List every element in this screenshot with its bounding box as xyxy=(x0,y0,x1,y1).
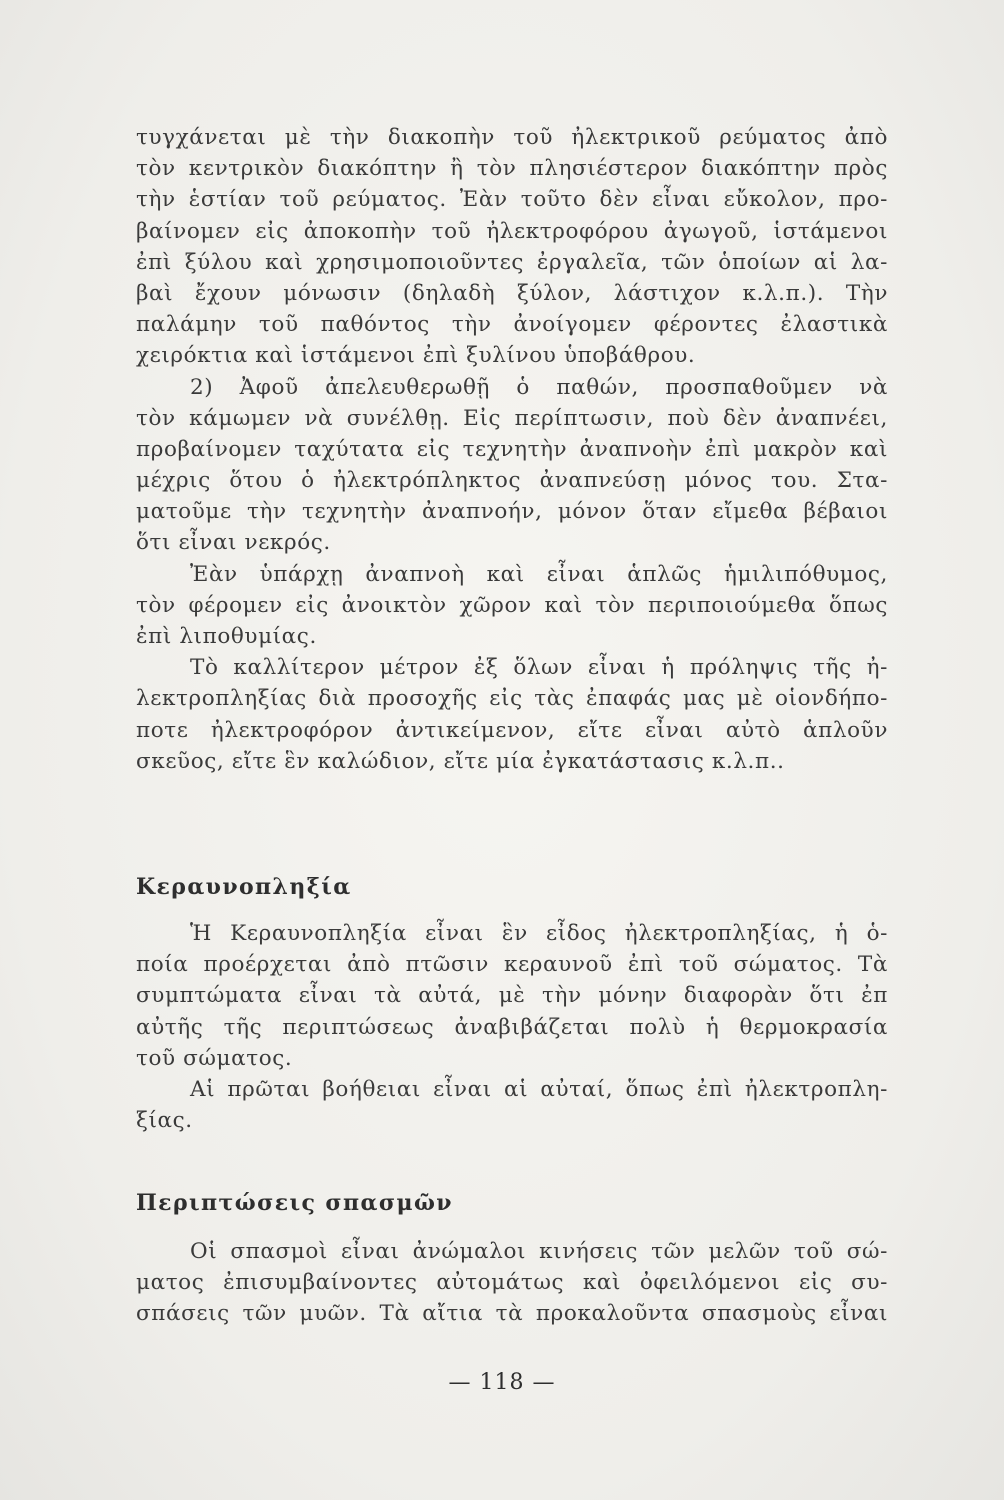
section-heading-spasmoi: Περιπτώσεις σπασμῶν xyxy=(136,1190,453,1216)
text-line: Ἡ Κεραυνοπληξία εἶναι ἓν εἶδος ἠλεκτροπληξίας, ἡ ὁ- xyxy=(190,921,888,946)
text-line: μέχρις ὅτου ὁ ἠλεκτρόπληκτος ἀναπνεύσῃ μόνος του. Στα- xyxy=(136,468,888,494)
text-line: τὸν κάμωμεν νὰ συνέλθῃ. Εἰς περίπτωσιν, ποὺ δὲν ἀναπνέει, xyxy=(136,405,888,431)
text-line: Τὸ καλλίτερον μέτρον ἐξ ὅλων εἶναι ἡ πρόληψις τῆς ἠ- xyxy=(190,655,888,681)
text-line: τὴν ἑστίαν τοῦ ρεύματος. Ἐὰν τοῦτο δὲν εἶναι εὔκολον, προ- xyxy=(136,187,888,213)
text-line: ξίας. xyxy=(136,1108,193,1134)
text-line: ματοῦμε τὴν τεχνητὴν ἀναπνοήν, μόνον ὅταν εἴμεθα βέβαιοι xyxy=(136,499,888,525)
text-line: τὸν φέρομεν εἰς ἀνοικτὸν χῶρον καὶ τὸν περιποιούμεθα ὅπως xyxy=(136,592,888,618)
text-line: βαίνομεν εἰς ἀποκοπὴν τοῦ ἠλεκτροφόρου ἀγωγοῦ, ἱστάμενοι xyxy=(136,218,888,244)
text-line: σκεῦος, εἴτε ἓν καλώδιον, εἴτε μία ἐγκατάστασις κ.λ.π.. xyxy=(136,748,785,774)
text-line: ποτε ἠλεκτροφόρον ἀντικείμενον, εἴτε εἶναι αὐτὸ ἁπλοῦν xyxy=(136,717,888,743)
body-text-section-2 xyxy=(136,918,888,1136)
text-line: χειρόκτια καὶ ἱστάμενοι ἐπὶ ξυλίνου ὑποβάθρου. xyxy=(136,343,696,369)
text-line: συμπτώματα εἶναι τὰ αὐτά, μὲ τὴν μόνην διαφορὰν ὅτι ἐπ xyxy=(136,983,888,1009)
text-line: ματος ἐπισυμβαίνοντες αὐτομάτως καὶ ὀφειλόμενοι εἰς συ- xyxy=(136,1270,888,1296)
text-line: ἐπὶ λιποθυμίας. xyxy=(136,624,317,649)
body-text-section-3 xyxy=(136,1236,888,1330)
text-line: λεκτροπληξίας διὰ προσοχῆς εἰς τὰς ἐπαφάς μας μὲ οἱονδήπο- xyxy=(136,686,888,712)
text-line: αὐτῆς τῆς περιπτώσεως ἀναβιβάζεται πολὺ ἡ θερμοκρασία xyxy=(136,1014,888,1040)
body-text-section-1 xyxy=(136,122,888,777)
text-line: Αἱ πρῶται βοήθειαι εἶναι αἱ αὐταί, ὅπως ἐπὶ ἠλεκτροπλη- xyxy=(190,1076,888,1102)
text-line: Ἐὰν ὑπάρχῃ ἀναπνοὴ καὶ εἶναι ἁπλῶς ἡμιλιπόθυμος, xyxy=(190,561,888,587)
text-line: 2) Ἀφοῦ ἀπελευθερωθῇ ὁ παθών, προσπαθοῦμεν νὰ xyxy=(190,374,888,400)
text-line: Οἱ σπασμοὶ εἶναι ἀνώμαλοι κινήσεις τῶν μελῶν τοῦ σώ- xyxy=(190,1239,888,1264)
text-line: τυγχάνεται μὲ τὴν διακοπὴν τοῦ ἠλεκτρικοῦ ρεύματος ἀπὸ xyxy=(136,125,888,150)
page-number: — 118 — xyxy=(448,1370,556,1395)
text-line: βαὶ ἔχουν μόνωσιν (δηλαδὴ ξύλον, λάστιχον κ.λ.π.). Τὴν xyxy=(136,280,888,306)
text-line: ποία προέρχεται ἀπὸ πτῶσιν κεραυνοῦ ἐπὶ τοῦ σώματος. Τὰ xyxy=(136,952,888,978)
text-line: τοῦ σώματος. xyxy=(136,1045,293,1071)
text-line: προβαίνομεν ταχύτατα εἰς τεχνητὴν ἀναπνοὴν ἐπὶ μακρὸν καὶ xyxy=(136,436,888,462)
section-heading-keraunoplexia: Κεραυνοπληξία xyxy=(136,874,352,900)
text-line: σπάσεις τῶν μυῶν. Τὰ αἴτια τὰ προκαλοῦντα σπασμοὺς εἶναι xyxy=(136,1301,888,1327)
text-line: τὸν κεντρικὸν διακόπτην ἢ τὸν πλησιέστερον διακόπτην πρὸς xyxy=(136,156,888,182)
text-line: ἐπὶ ξύλου καὶ χρησιμοποιοῦντες ἐργαλεῖα, τῶν ὁποίων αἱ λα- xyxy=(136,249,888,275)
text-line: ὅτι εἶναι νεκρός. xyxy=(136,530,331,556)
text-line: παλάμην τοῦ παθόντος τὴν ἀνοίγομεν φέροντες ἐλαστικὰ xyxy=(136,312,888,338)
